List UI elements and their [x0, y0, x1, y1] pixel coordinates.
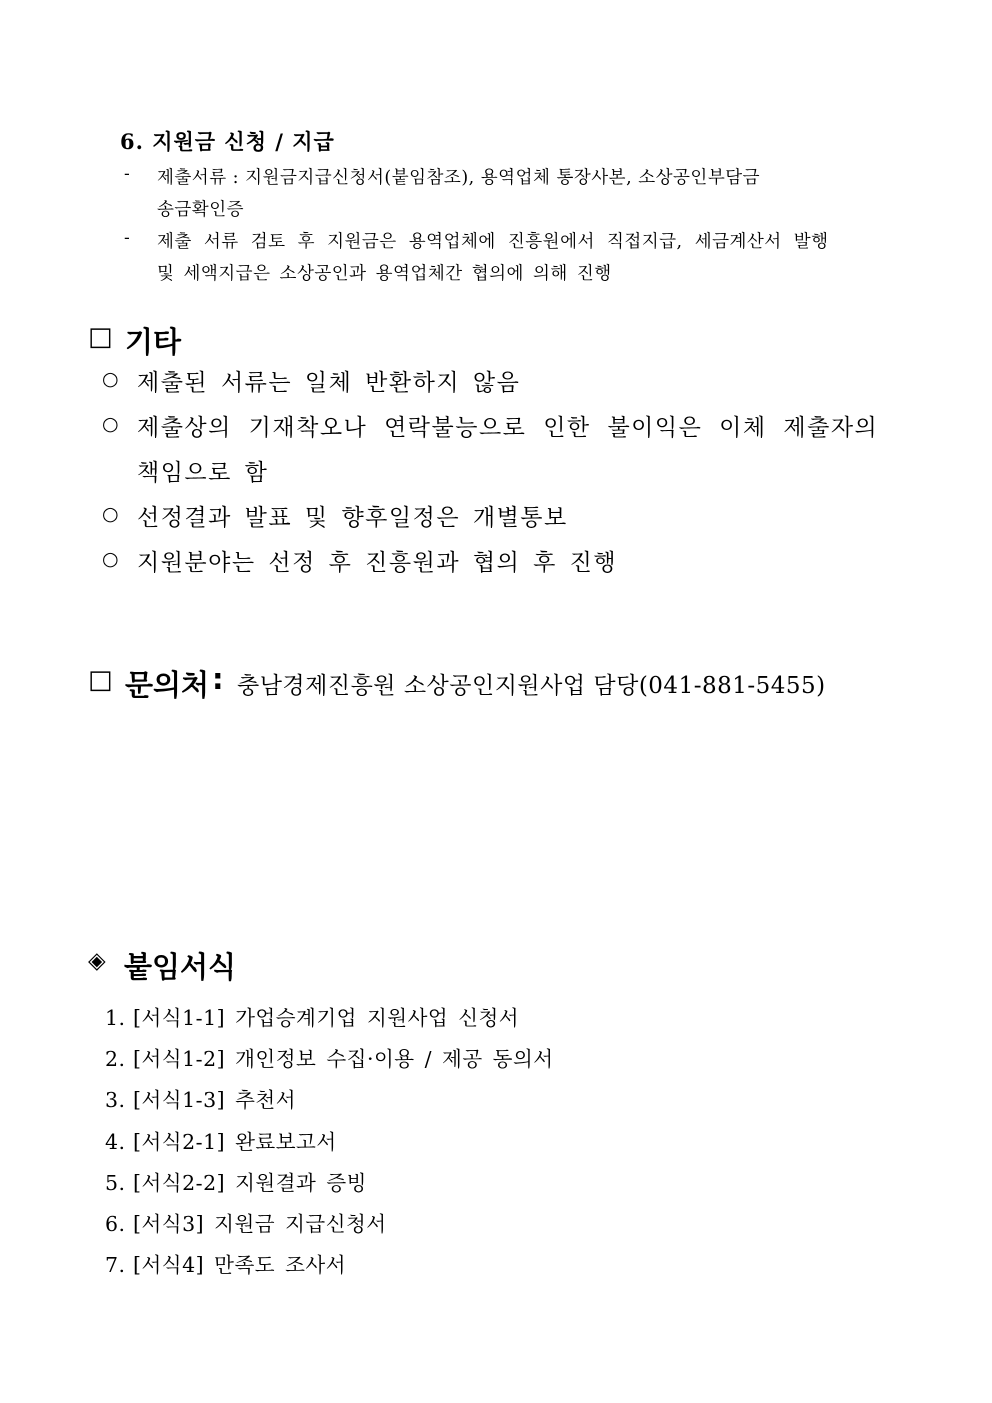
attachment-text: [서식2-1] 완료보고서 [133, 1130, 337, 1154]
attachment-item [105, 1083, 296, 1113]
attachment-number: 5. [105, 1171, 126, 1195]
contact-title: 문의처 [125, 668, 210, 702]
attachment-item [105, 1125, 337, 1155]
attachments-title: 붙임서식 [124, 950, 237, 984]
attachment-text: [서식1-2] 개인정보 수집·이용 / 제공 동의서 [133, 1047, 554, 1071]
payment-process-line2: 및 세액지급은 소상공인과 용역업체간 협의에 의해 진행 [157, 264, 612, 284]
dash-marker: - [124, 164, 130, 184]
misc-item: 선정결과 발표 및 향후일정은 개별통보 [137, 505, 568, 531]
misc-item: 제출된 서류는 일체 반환하지 않음 [137, 370, 521, 396]
attachment-number: 4. [105, 1130, 126, 1154]
circle-bullet-icon: ○ [102, 368, 119, 390]
contact-colon: : [212, 662, 224, 696]
payment-process-line1: 제출 서류 검토 후 지원금은 용역업체에 진흥원에서 직접지급, 세금계산서 발행 [157, 232, 829, 252]
attachment-item [105, 1042, 554, 1072]
checkbox-square-icon: □ [88, 322, 113, 352]
dash-marker: - [124, 228, 130, 248]
attachment-item [105, 1248, 346, 1278]
attachment-item [105, 1001, 519, 1031]
contact-info: 충남경제진흥원 소상공인지원사업 담당(041-881-5455) [237, 673, 826, 699]
circle-bullet-icon: ○ [102, 548, 119, 570]
attachment-text: [서식4] 만족도 조사서 [133, 1253, 346, 1277]
diamond-bullet-icon: ◈ [88, 948, 106, 974]
attachment-text: [서식3] 지원금 지급신청서 [133, 1212, 387, 1236]
circle-bullet-icon: ○ [102, 413, 119, 435]
submission-docs-line2: 송금확인증 [157, 200, 245, 220]
attachment-text: [서식2-2] 지원결과 증빙 [133, 1171, 367, 1195]
attachment-text: [서식1-3] 추천서 [133, 1088, 297, 1112]
attachment-number: 7. [105, 1253, 126, 1277]
attachment-number: 6. [105, 1212, 126, 1236]
misc-item: 제출상의 기재착오나 연락불능으로 인한 불이익은 이체 제출자의 [137, 415, 879, 441]
attachment-number: 2. [105, 1047, 126, 1071]
misc-item-continuation: 책임으로 함 [137, 460, 269, 486]
circle-bullet-icon: ○ [102, 503, 119, 525]
misc-item: 지원분야는 선정 후 진흥원과 협의 후 진행 [137, 550, 618, 576]
misc-section-title: 기타 [125, 325, 182, 359]
submission-docs-line1: 제출서류 : 지원금지급신청서(붙임참조), 용역업체 통장사본, 소상공인부담금 [157, 168, 761, 188]
attachment-number: 3. [105, 1088, 126, 1112]
attachment-item [105, 1207, 387, 1237]
attachment-number: 1. [105, 1006, 126, 1030]
attachment-text: [서식1-1] 가업승계기업 지원사업 신청서 [133, 1006, 520, 1030]
attachment-item [105, 1166, 367, 1196]
section-6-heading: 6. 지원금 신청 / 지급 [120, 129, 335, 154]
checkbox-square-icon: □ [88, 665, 113, 695]
